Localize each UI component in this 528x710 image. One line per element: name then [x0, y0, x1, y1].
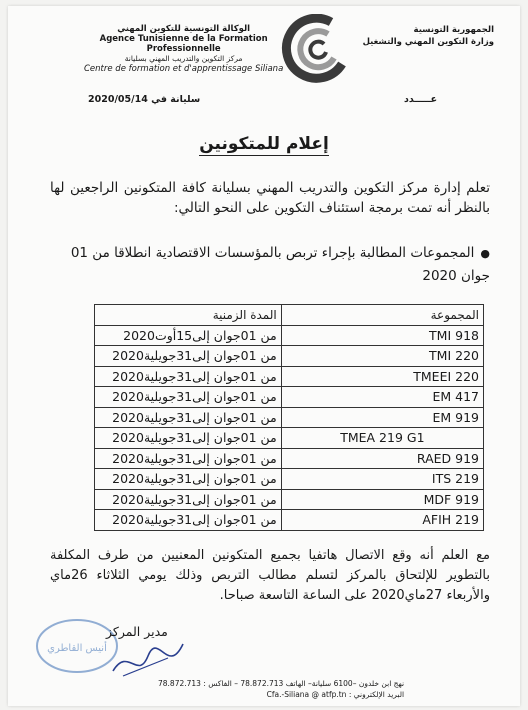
ministry-label: وزارة التكوين المهني والتشغيل	[362, 37, 494, 47]
period-cell: من 01جوان إلى31جويلية2020	[95, 366, 282, 387]
column-header-group: المجموعة	[281, 305, 483, 326]
table-row	[95, 489, 484, 510]
agency-name-ar: الوكالة التونسية للتكوين المهني	[117, 24, 251, 34]
director-title: مدير المركز	[106, 624, 168, 639]
group-cell: TMEEI 220	[281, 366, 483, 387]
document-date: سليانة في 2020/05/14	[88, 94, 201, 105]
group-cell: AFIH 219	[281, 510, 483, 531]
bullet-item	[70, 242, 490, 287]
group-cell: TMI 918	[281, 325, 483, 346]
group-cell: EM 919	[281, 407, 483, 428]
group-cell: ITS 219	[281, 469, 483, 490]
closing-note: مع العلم أنه وقع الاتصال هاتفيا بجميع المتكونين المعنيين من طرف المكلفة بالتطوير للإلتحاق بالمركز لتسلم مطالب التربص وذلك يومي الثلاثاء 26ماي والأربعاء 27ماي2020 على الساعة التاسعة صباحا.	[50, 548, 490, 603]
reference-number-label: عـــــدد	[404, 94, 438, 105]
table-header-row	[95, 305, 484, 326]
center-name-ar: مركز التكوين والتدريب المهني بسليانة	[124, 54, 243, 63]
period-cell: من 01جوان إلى31جويلية2020	[95, 346, 282, 367]
intro-paragraph: تعلم إدارة مركز التكوين والتدريب المهني بسليانة كافة المتكونين الراجعين لها بالنظر أنه تمت برمجة استئناف التكوين على النحو التالي:	[50, 180, 490, 216]
group-cell: EM 417	[281, 387, 483, 408]
table-row	[95, 510, 484, 531]
footer	[158, 678, 404, 700]
table-row	[95, 366, 484, 387]
schedule-table	[94, 304, 484, 531]
agency-header	[84, 24, 283, 74]
agency-name-fr-2: Professionnelle	[146, 44, 221, 54]
period-cell: من 01جوان إلى15أوت2020	[95, 325, 282, 346]
period-cell: من 01جوان إلى31جويلية2020	[95, 489, 282, 510]
table-row	[95, 469, 484, 490]
group-cell: MDF 919	[281, 489, 483, 510]
footer-email: البريد الإلكتروني : Cfa.-Siliana @ atfp.tn	[266, 690, 405, 699]
table-row	[95, 346, 484, 367]
bullet-dot-icon: ●	[480, 247, 490, 260]
period-cell: من 01جوان إلى31جويلية2020	[95, 448, 282, 469]
group-cell: TMI 220	[281, 346, 483, 367]
ministry-header	[363, 24, 494, 48]
republic-label: الجمهورية التونسية	[413, 25, 494, 35]
period-cell: من 01جوان إلى31جويلية2020	[95, 387, 282, 408]
column-header-period: المدة الزمنية	[95, 305, 282, 326]
center-name-fr: Centre de formation et d'apprentissage Siliana	[84, 64, 284, 74]
table-row	[95, 428, 484, 449]
period-cell: من 01جوان إلى31جويلية2020	[95, 407, 282, 428]
agency-name-fr: Agence Tunisienne de la Formation	[99, 34, 268, 44]
bullet-text: المجموعات المطالبة بإجراء تربص بالمؤسسات الاقتصادية انطلاقا من 01 جوان 2020	[70, 245, 490, 284]
svg-text:أنيس القاطري: أنيس القاطري	[47, 643, 107, 654]
document-page	[8, 6, 520, 706]
table-row	[95, 387, 484, 408]
table-row	[95, 407, 484, 428]
table-row	[95, 325, 484, 346]
period-cell: من 01جوان إلى31جويلية2020	[95, 428, 282, 449]
atfp-logo-icon	[276, 14, 356, 84]
group-cell: RAED 919	[281, 448, 483, 469]
table-row	[95, 448, 484, 469]
footer-address: نهج ابن خلدون –6100 سليانة– الهاتف 78.872.713 – الفاكس : 78.872.713	[158, 679, 405, 688]
document-title: إعلام للمتكونين	[199, 134, 329, 154]
period-cell: من 01جوان إلى31جويلية2020	[95, 510, 282, 531]
group-cell: TMEA 219 G1	[281, 428, 483, 449]
period-cell: من 01جوان إلى31جويلية2020	[95, 469, 282, 490]
